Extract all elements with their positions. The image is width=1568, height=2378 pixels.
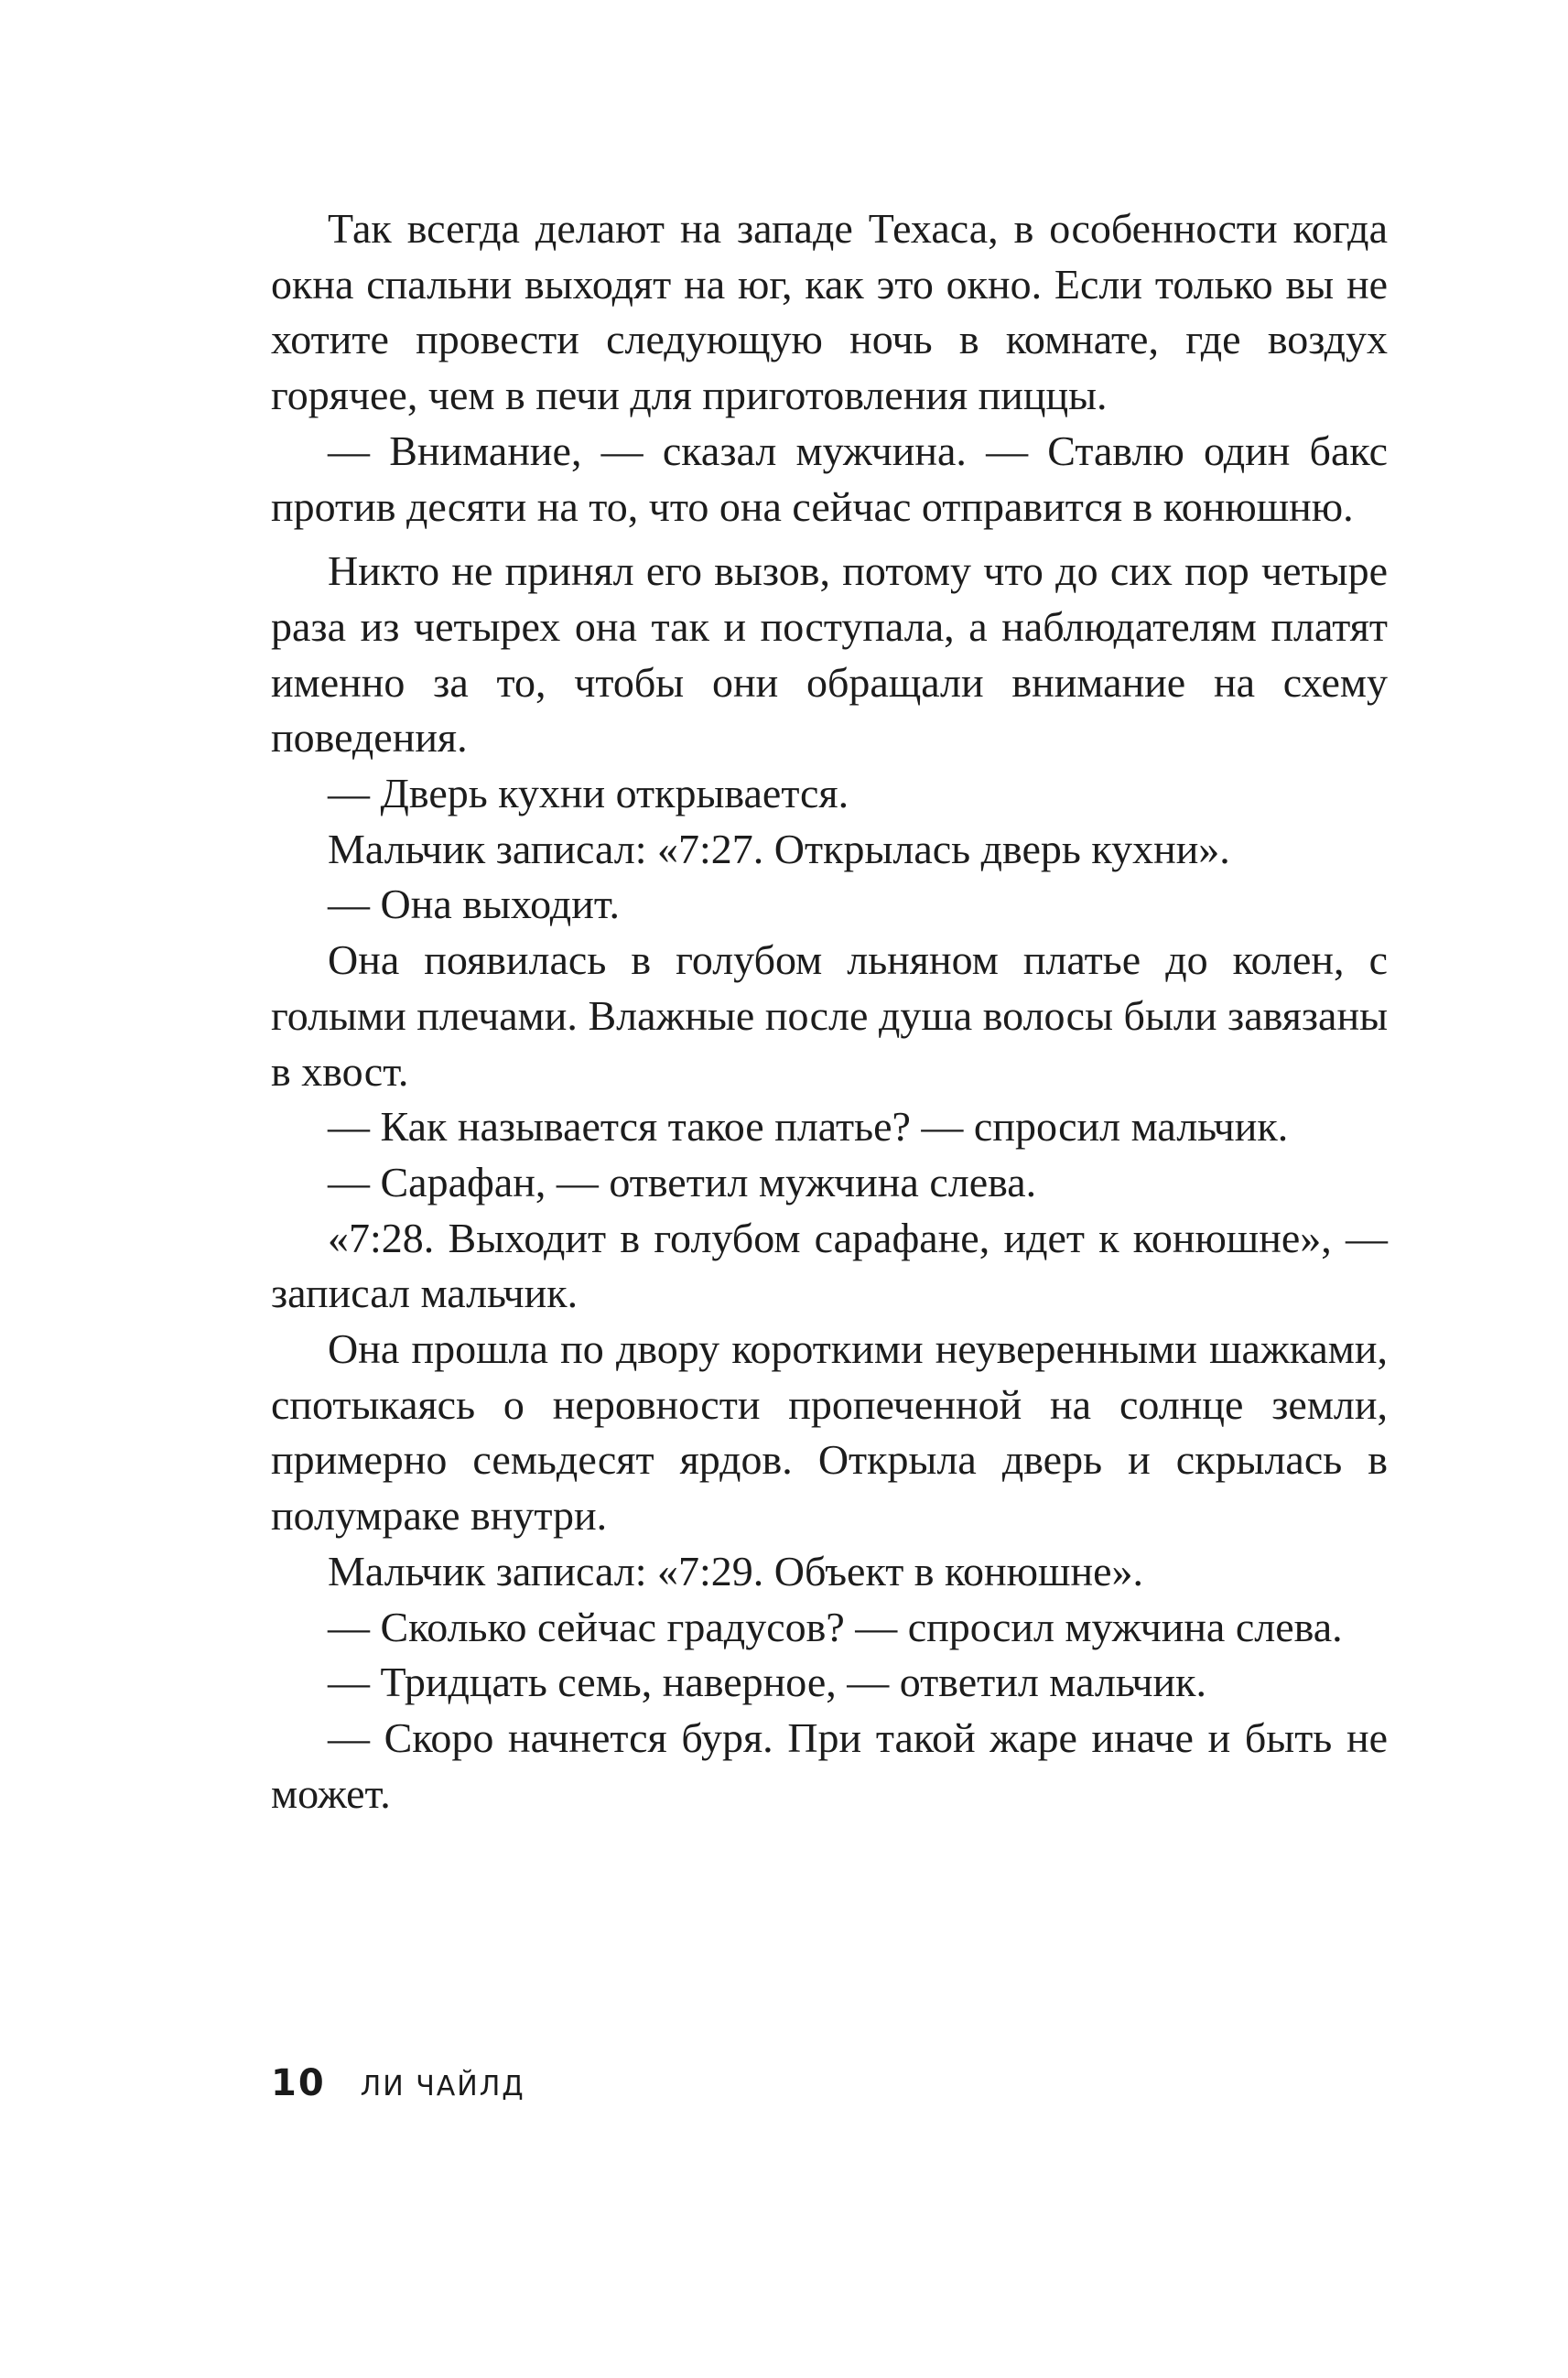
body-text	[271, 201, 1388, 1821]
paragraph: — Дверь кухни открывается.	[328, 770, 849, 817]
page-footer	[271, 2062, 525, 2108]
paragraph: — Как называется такое платье? — спросил мальчик.	[328, 1103, 1289, 1151]
paragraph: — Скоро начнется буря. При такой жаре иначе и быть не может.	[271, 1713, 1388, 1817]
running-head-author: ЛИ ЧАЙЛД	[360, 2070, 525, 2102]
paragraph: Мальчик записал: «7:27. Открылась дверь кухни».	[328, 825, 1230, 872]
paragraph: — Сколько сейчас градусов? — спросил мужчина слева.	[328, 1603, 1343, 1650]
paragraph: — Тридцать семь, наверное, — ответил мальчик.	[328, 1659, 1206, 1706]
paragraph: Она появилась в голубом льняном платье до колен, с голыми плечами. Влажные после душа волосы были завязаны в хвост.	[271, 936, 1388, 1095]
paragraph: — Она выходит.	[328, 881, 620, 928]
paragraph: «7:28. Выходит в голубом сарафане, идет к конюшне», — записал мальчик.	[271, 1214, 1388, 1317]
paragraph: Никто не принял его вызов, потому что до сих пор четыре раза из четырех она так и поступала, а наблюдателям платят именно за то, чтобы они обращали внимание на схему поведения.	[271, 547, 1388, 762]
paragraph: — Внимание, — сказал мужчина. — Ставлю один бакс против десяти на то, что она сейчас отправится в конюшню.	[271, 427, 1388, 530]
paragraph: Мальчик записал: «7:29. Объект в конюшне».	[328, 1547, 1143, 1594]
paragraph: — Сарафан, — ответил мужчина слева.	[328, 1158, 1037, 1205]
paragraph: Так всегда делают на западе Техаса, в особенности когда окна спальни выходят на юг, как это окно. Если только вы не хотите провести следующую ночь в комнате, где воздух горячее, чем в печи для приготовления пиццы.	[271, 205, 1388, 419]
page-number: 10	[271, 2062, 326, 2104]
paragraph: Она прошла по двору короткими неуверенными шажками, спотыкаясь о неровности пропеченной на солнце земли, примерно семьдесят ярдов. Открыла дверь и скрылась в полумраке внутри.	[271, 1325, 1388, 1540]
